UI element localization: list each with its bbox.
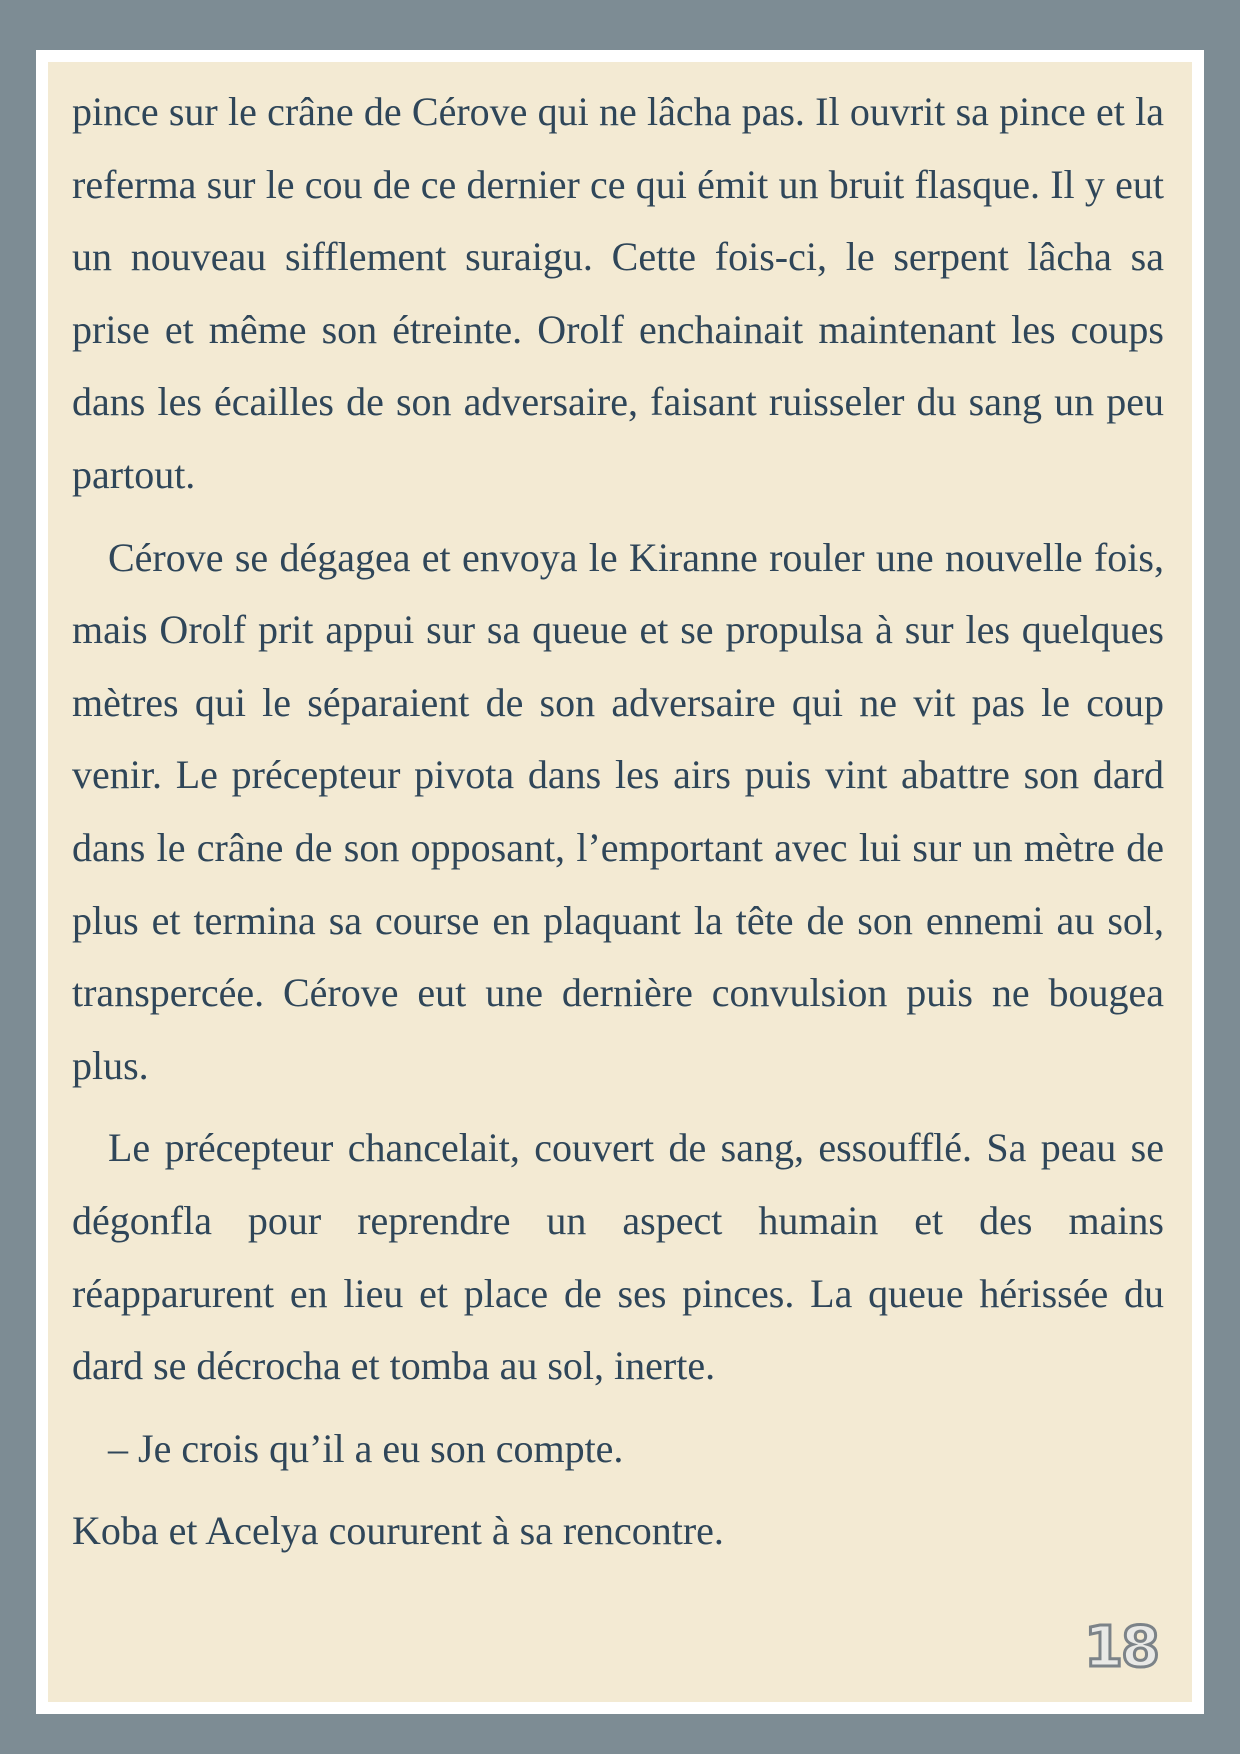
page-frame: [36, 50, 1204, 1714]
paragraph-1: pince sur le crâne de Cérove qui ne lâcha pas. Il ouvrit sa pince et la referma sur le cou de ce dernier ce qui émit un bruit flasque. Il y eut un nouveau sifflement suraigu. Cette fois-ci, le serpent lâcha sa prise et même son étreinte. Orolf enchainait maintenant les coups dans les écailles de son adversaire, faisant ruisseler du sang un peu partout.: [72, 89, 1164, 497]
dialogue-line: – Je crois qu’il a eu son compte.: [108, 1425, 624, 1471]
page-number: 18: [1084, 1615, 1158, 1680]
book-page: [48, 62, 1192, 1702]
paragraph-5: Koba et Acelya coururent à sa rencontre.: [72, 1508, 724, 1554]
paragraph-3: Le précepteur chancelait, couvert de sang, essoufflé. Sa peau se dégonfla pour reprendre un aspect humain et des mains réapparurent en lieu et place de ses pinces. La queue hérissée du dard se décrocha et tomba au sol, inerte.: [72, 1125, 1164, 1389]
paragraph-2: Cérove se dégagea et envoya le Kiranne rouler une nouvelle fois, mais Orolf prit appui sur sa queue et se propulsa à sur les quelques mètres qui le séparaient de son adversaire qui ne vit pas le coup venir. Le précepteur pivota dans les airs puis vint abattre son dard dans le crâne de son opposant, l’emportant avec lui sur un mètre de plus et termina sa course en plaquant la tête de son ennemi au sol, transpercée. Cérove eut une dernière convulsion puis ne bougea plus.: [72, 534, 1164, 1088]
